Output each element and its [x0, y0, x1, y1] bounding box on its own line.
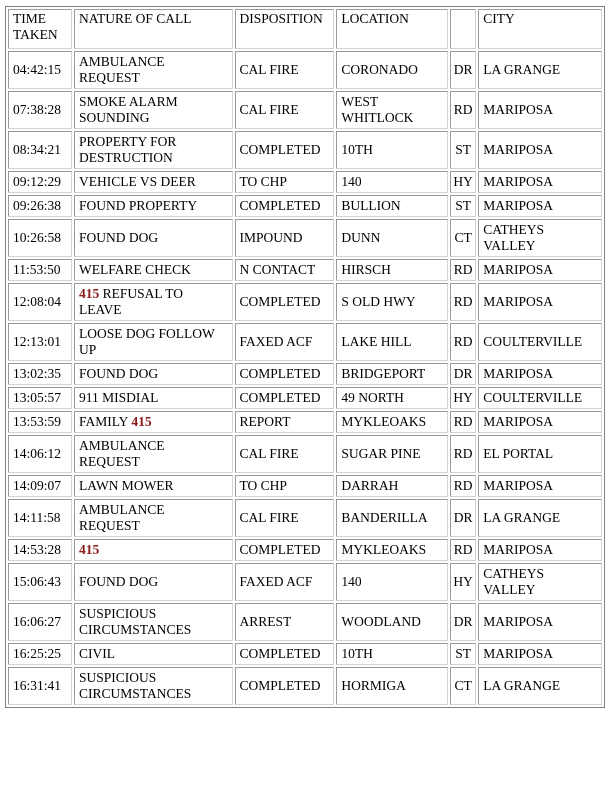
table-row — [8, 563, 602, 601]
header-disposition: DISPOSITION — [235, 9, 335, 49]
street-suffix-cell: DR — [450, 499, 476, 537]
location-cell: 140 — [336, 563, 448, 601]
table-row — [8, 435, 602, 473]
disposition-cell: CAL FIRE — [235, 51, 335, 89]
table-row — [8, 499, 602, 537]
nature-of-call-cell — [74, 435, 232, 473]
nature-text: SMOKE ALARM SOUNDING — [79, 94, 178, 125]
time-taken-cell: 07:38:28 — [8, 91, 72, 129]
disposition-cell: FAXED ACF — [235, 323, 335, 361]
nature-text: REFUSAL TO LEAVE — [79, 286, 184, 317]
header-street-suffix — [450, 9, 476, 49]
time-taken-cell: 09:12:29 — [8, 171, 72, 193]
disposition-cell: REPORT — [235, 411, 335, 433]
location-cell: BRIDGEPORT — [336, 363, 448, 385]
nature-of-call-cell — [74, 667, 232, 705]
nature-text: WELFARE CHECK — [79, 262, 191, 277]
nature-text: FOUND DOG — [79, 574, 159, 589]
city-cell: CATHEYS VALLEY — [478, 563, 602, 601]
nature-of-call-cell — [74, 195, 232, 217]
city-cell: MARIPOSA — [478, 171, 602, 193]
street-suffix-cell: HY — [450, 563, 476, 601]
city-cell: MARIPOSA — [478, 91, 602, 129]
nature-of-call-cell — [74, 539, 232, 561]
table-row — [8, 259, 602, 281]
city-cell: COULTERVILLE — [478, 387, 602, 409]
disposition-cell: COMPLETED — [235, 195, 335, 217]
location-cell: 10TH — [336, 131, 448, 169]
disposition-cell: ARREST — [235, 603, 335, 641]
table-row — [8, 603, 602, 641]
penal-code-415: 415 — [79, 542, 100, 557]
nature-of-call-cell — [74, 91, 232, 129]
time-taken-cell: 16:31:41 — [8, 667, 72, 705]
time-taken-cell: 16:06:27 — [8, 603, 72, 641]
call-log-body — [8, 9, 602, 705]
street-suffix-cell: ST — [450, 643, 476, 665]
penal-code-415: 415 — [131, 414, 152, 429]
time-taken-cell: 15:06:43 — [8, 563, 72, 601]
city-cell: LA GRANGE — [478, 667, 602, 705]
disposition-cell: COMPLETED — [235, 387, 335, 409]
street-suffix-cell: RD — [450, 259, 476, 281]
disposition-cell: COMPLETED — [235, 283, 335, 321]
nature-of-call-cell — [74, 131, 232, 169]
table-row — [8, 51, 602, 89]
city-cell: CATHEYS VALLEY — [478, 219, 602, 257]
street-suffix-cell: DR — [450, 51, 476, 89]
street-suffix-cell: ST — [450, 131, 476, 169]
table-row — [8, 219, 602, 257]
table-row — [8, 539, 602, 561]
street-suffix-cell: RD — [450, 411, 476, 433]
city-cell: LA GRANGE — [478, 51, 602, 89]
street-suffix-cell: RD — [450, 539, 476, 561]
nature-text: FOUND PROPERTY — [79, 198, 198, 213]
nature-text: AMBULANCE REQUEST — [79, 502, 165, 533]
street-suffix-cell: RD — [450, 435, 476, 473]
location-cell: S OLD HWY — [336, 283, 448, 321]
nature-text: SUSPICIOUS CIRCUMSTANCES — [79, 670, 192, 701]
header-nature-of-call: NATURE OF CALL — [74, 9, 232, 49]
nature-of-call-cell — [74, 283, 232, 321]
time-taken-cell: 12:08:04 — [8, 283, 72, 321]
nature-of-call-cell — [74, 323, 232, 361]
time-taken-cell: 14:53:28 — [8, 539, 72, 561]
time-taken-cell: 04:42:15 — [8, 51, 72, 89]
disposition-cell: COMPLETED — [235, 131, 335, 169]
street-suffix-cell: DR — [450, 363, 476, 385]
time-taken-cell: 14:11:58 — [8, 499, 72, 537]
time-taken-cell: 10:26:58 — [8, 219, 72, 257]
table-row — [8, 323, 602, 361]
nature-text: AMBULANCE REQUEST — [79, 438, 165, 469]
time-taken-cell: 13:05:57 — [8, 387, 72, 409]
nature-text: FOUND DOG — [79, 366, 159, 381]
nature-text: SUSPICIOUS CIRCUMSTANCES — [79, 606, 192, 637]
table-row — [8, 283, 602, 321]
disposition-cell: COMPLETED — [235, 363, 335, 385]
nature-of-call-cell — [74, 387, 232, 409]
nature-text: VEHICLE VS DEER — [79, 174, 196, 189]
disposition-cell: COMPLETED — [235, 667, 335, 705]
location-cell: HIRSCH — [336, 259, 448, 281]
time-taken-cell: 11:53:50 — [8, 259, 72, 281]
disposition-cell: TO CHP — [235, 171, 335, 193]
disposition-cell: IMPOUND — [235, 219, 335, 257]
nature-of-call-cell — [74, 563, 232, 601]
disposition-cell: CAL FIRE — [235, 435, 335, 473]
city-cell: MARIPOSA — [478, 283, 602, 321]
nature-text: FOUND DOG — [79, 230, 159, 245]
city-cell: MARIPOSA — [478, 603, 602, 641]
time-taken-cell: 16:25:25 — [8, 643, 72, 665]
disposition-cell: COMPLETED — [235, 643, 335, 665]
nature-text: AMBULANCE REQUEST — [79, 54, 165, 85]
street-suffix-cell: HY — [450, 171, 476, 193]
time-taken-cell: 13:53:59 — [8, 411, 72, 433]
nature-of-call-cell — [74, 475, 232, 497]
table-row — [8, 363, 602, 385]
city-cell: EL PORTAL — [478, 435, 602, 473]
nature-of-call-cell — [74, 363, 232, 385]
city-cell: MARIPOSA — [478, 195, 602, 217]
table-row — [8, 643, 602, 665]
street-suffix-cell: HY — [450, 387, 476, 409]
table-row — [8, 475, 602, 497]
table-row — [8, 667, 602, 705]
location-cell: 49 NORTH — [336, 387, 448, 409]
city-cell: MARIPOSA — [478, 411, 602, 433]
location-cell: BULLION — [336, 195, 448, 217]
table-row — [8, 195, 602, 217]
nature-of-call-cell — [74, 411, 232, 433]
location-cell: CORONADO — [336, 51, 448, 89]
time-taken-cell: 09:26:38 — [8, 195, 72, 217]
nature-text: FAMILY — [79, 414, 132, 429]
nature-of-call-cell — [74, 259, 232, 281]
nature-text: CIVIL — [79, 646, 116, 661]
city-cell: MARIPOSA — [478, 539, 602, 561]
disposition-cell: CAL FIRE — [235, 499, 335, 537]
time-taken-cell: 14:06:12 — [8, 435, 72, 473]
nature-of-call-cell — [74, 171, 232, 193]
nature-of-call-cell — [74, 51, 232, 89]
nature-of-call-cell — [74, 219, 232, 257]
location-cell: DARRAH — [336, 475, 448, 497]
nature-text: LAWN MOWER — [79, 478, 174, 493]
disposition-cell: N CONTACT — [235, 259, 335, 281]
location-cell: DUNN — [336, 219, 448, 257]
location-cell: HORMIGA — [336, 667, 448, 705]
street-suffix-cell: RD — [450, 475, 476, 497]
nature-text: PROPERTY FOR DESTRUCTION — [79, 134, 177, 165]
location-cell: LAKE HILL — [336, 323, 448, 361]
street-suffix-cell: RD — [450, 283, 476, 321]
location-cell: 140 — [336, 171, 448, 193]
street-suffix-cell: CT — [450, 219, 476, 257]
time-taken-cell: 14:09:07 — [8, 475, 72, 497]
location-cell: WEST WHITLOCK — [336, 91, 448, 129]
city-cell: COULTERVILLE — [478, 323, 602, 361]
location-cell: 10TH — [336, 643, 448, 665]
nature-text: 911 MISDIAL — [79, 390, 159, 405]
location-cell: SUGAR PINE — [336, 435, 448, 473]
location-cell: WOODLAND — [336, 603, 448, 641]
nature-of-call-cell — [74, 603, 232, 641]
disposition-cell: COMPLETED — [235, 539, 335, 561]
city-cell: MARIPOSA — [478, 475, 602, 497]
street-suffix-cell: RD — [450, 323, 476, 361]
table-row — [8, 387, 602, 409]
city-cell: MARIPOSA — [478, 259, 602, 281]
city-cell: MARIPOSA — [478, 363, 602, 385]
nature-text: LOOSE DOG FOLLOW UP — [79, 326, 215, 357]
header-location: LOCATION — [336, 9, 448, 49]
header-row — [8, 9, 602, 49]
time-taken-cell: 13:02:35 — [8, 363, 72, 385]
location-cell: BANDERILLA — [336, 499, 448, 537]
table-row — [8, 411, 602, 433]
table-row — [8, 131, 602, 169]
disposition-cell: CAL FIRE — [235, 91, 335, 129]
penal-code-415: 415 — [79, 286, 100, 301]
street-suffix-cell: DR — [450, 603, 476, 641]
disposition-cell: FAXED ACF — [235, 563, 335, 601]
city-cell: MARIPOSA — [478, 131, 602, 169]
table-row — [8, 171, 602, 193]
header-time-taken: TIME TAKEN — [8, 9, 72, 49]
city-cell: MARIPOSA — [478, 643, 602, 665]
time-taken-cell: 12:13:01 — [8, 323, 72, 361]
city-cell: LA GRANGE — [478, 499, 602, 537]
street-suffix-cell: RD — [450, 91, 476, 129]
street-suffix-cell: ST — [450, 195, 476, 217]
nature-of-call-cell — [74, 499, 232, 537]
time-taken-cell: 08:34:21 — [8, 131, 72, 169]
location-cell: MYKLEOAKS — [336, 539, 448, 561]
call-log-table — [5, 6, 605, 708]
table-row — [8, 91, 602, 129]
disposition-cell: TO CHP — [235, 475, 335, 497]
header-city: CITY — [478, 9, 602, 49]
location-cell: MYKLEOAKS — [336, 411, 448, 433]
street-suffix-cell: CT — [450, 667, 476, 705]
nature-of-call-cell — [74, 643, 232, 665]
